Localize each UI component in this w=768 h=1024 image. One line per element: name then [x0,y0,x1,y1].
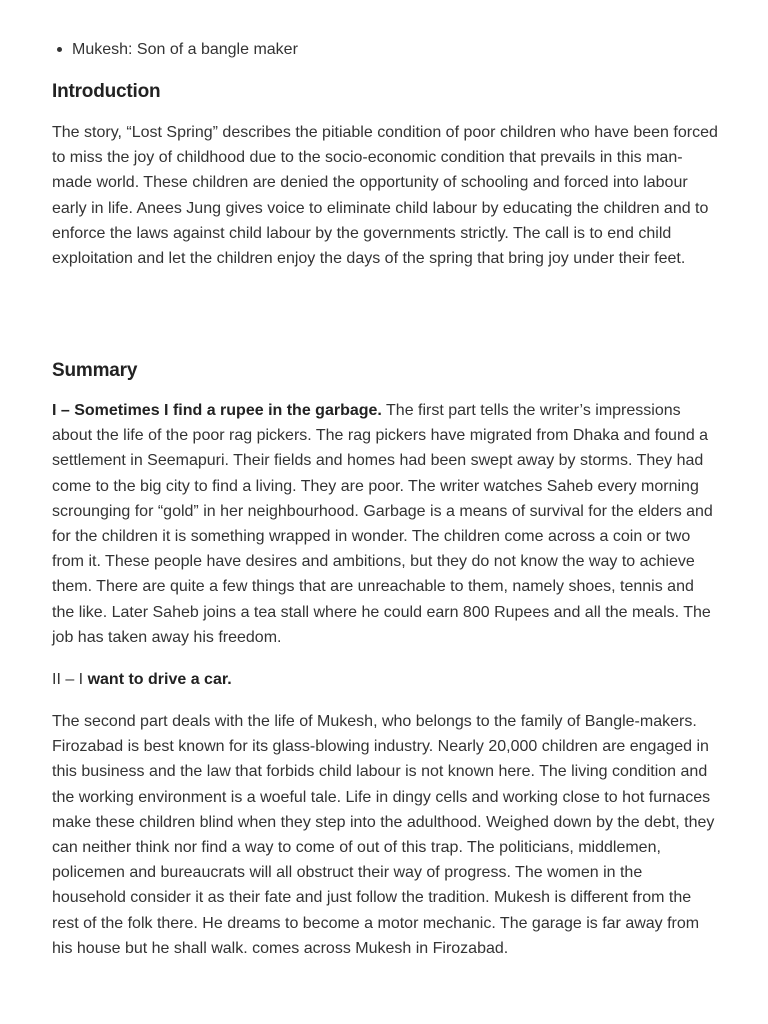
list-item: Mukesh: Son of a bangle maker [72,37,298,62]
part-two-paragraph: The second part deals with the life of Mukesh, who belongs to the family of Bangle-makers. Firozabad is best known for its glass-blowing industry. Nearly 20,000 children are engaged in this business and the law that forbids child labour is not known here. The living condition and the working environment is a woeful tale. Life in dingy cells and working close to hot furnaces make these children blind when they step into the adulthood. Weighed down by the debt, they can neither think nor find a way to come of out of this trap. The politicians, middlemen, policemen and bureaucrats will all obstruct their way of progress. The women in the household consider it as their fate and just follow the tradition. Mukesh is different from the rest of the folk there. He dreams to become a motor mechanic. The garage is far away from his house but he shall walk. comes across Mukesh in Firozabad. [52,713,715,957]
summary-heading: Summary [52,360,138,381]
introduction-heading: Introduction [52,81,161,102]
character-list [72,37,298,62]
part-one-paragraph [52,398,720,650]
part-two-prefix: II – I [52,671,88,688]
part-two-title: want to drive a car. [87,671,232,688]
introduction-paragraph: The story, “Lost Spring” describes the pitiable condition of poor children who have been forced to miss the joy of childhood due to the socio-economic condition that prevails in this man-made world. These children are denied the opportunity of schooling and forced into labour early in life. Anees Jung gives voice to eliminate child labour by educating the children and to enforce the laws against child labour by the governments strictly. The call is to end child exploitation and let the children enjoy the days of the spring that bring joy under their feet. [52,124,718,268]
part-two-heading [52,667,720,692]
part-one-text: The first part tells the writer’s impressions about the life of the poor rag pickers. The rag pickers have migrated from Dhaka and found a settlement in Seemapuri. Their fields and homes had been swept away by storms. They had come to the big city to find a living. They are poor. The writer watches Saheb every morning scrounging for “gold” in her neighbourhood. Garbage is a means of survival for the elders and for the children it is something wrapped in wonder. The children come across a coin or two from it. These people have desires and ambitions, but they do not know the way to achieve them. There are quite a few things that are unreachable to them, namely shoes, tennis and the like. Later Saheb joins a tea stall where he could earn 800 Rupees and all the meals. The job has taken away his freedom. [52,402,713,646]
part-one-title: I – Sometimes I find a rupee in the garbage. [52,402,382,419]
